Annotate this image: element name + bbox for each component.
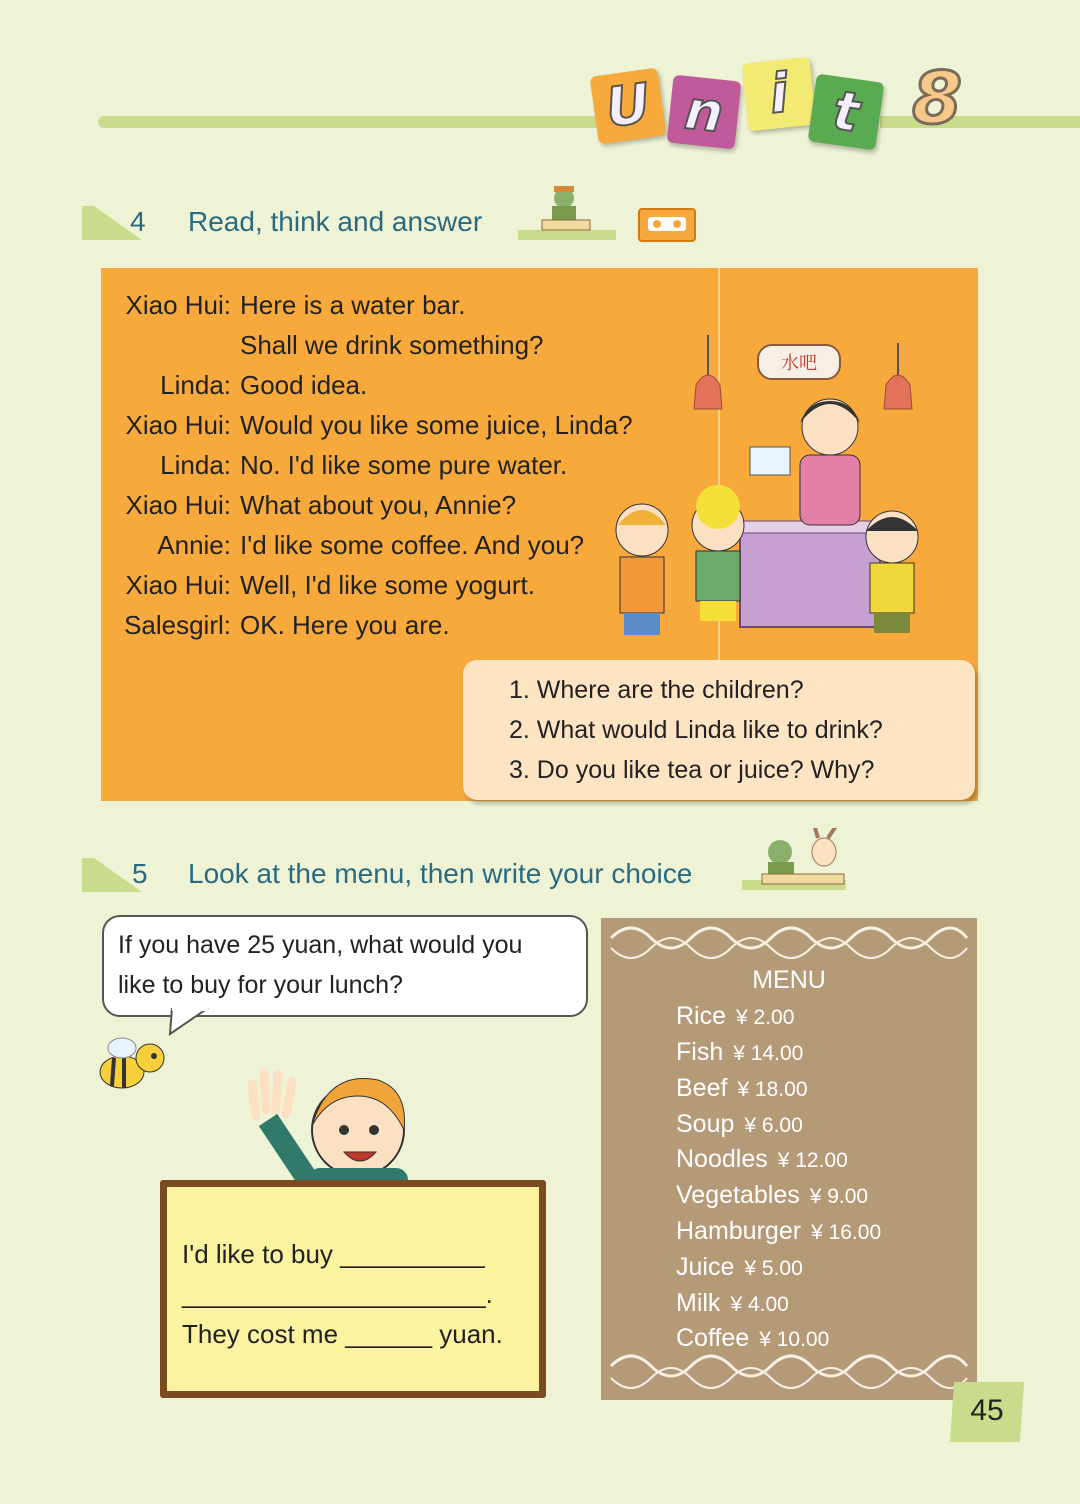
unit-letter-block-i: [742, 57, 817, 132]
unit-letter-t: t: [828, 78, 864, 145]
speaker: Salesgirl:: [124, 610, 231, 640]
menu-item-name: Soup: [676, 1110, 735, 1138]
menu-item-price: ¥ 18.00: [737, 1078, 808, 1101]
header-rule-right: [880, 116, 1080, 128]
section-5-title: Look at the menu, then write your choice: [188, 858, 693, 889]
menu-item-name: Rice: [676, 1002, 727, 1030]
speaker: Xiao Hui:: [125, 490, 231, 520]
speaker: Xiao Hui:: [125, 290, 231, 320]
boy-and-rabbit-reading-icon: [758, 828, 848, 888]
bubble-line-1: If you have 25 yuan, what would you: [118, 931, 523, 959]
unit-number: 8: [912, 56, 963, 140]
menu-item: [676, 1181, 868, 1210]
menu-item-price: ¥ 14.00: [733, 1042, 804, 1065]
speaker: Xiao Hui:: [125, 570, 231, 600]
menu-item: [676, 1110, 803, 1139]
water-bar-illustration: [600, 335, 970, 655]
unit-letter-n: n: [681, 78, 727, 145]
menu-item: [676, 1038, 803, 1067]
question-1: 1. Where are the children?: [509, 676, 804, 704]
menu-item: [676, 1145, 848, 1174]
menu-item-price: ¥ 5.00: [744, 1257, 803, 1280]
unit-letter-i: i: [766, 61, 792, 126]
answer-line-3[interactable]: They cost me ______ yuan.: [182, 1319, 503, 1349]
dialogue-line: Good idea.: [240, 370, 368, 400]
menu-item-price: ¥ 12.00: [777, 1149, 848, 1172]
menu-item-price: ¥ 6.00: [744, 1114, 803, 1137]
menu-item-price: ¥ 16.00: [811, 1221, 882, 1244]
menu-item-name: Hamburger: [676, 1217, 802, 1245]
question-3: 3. Do you like tea or juice? Why?: [509, 756, 875, 784]
dialogue-line: No. I'd like some pure water.: [240, 450, 568, 480]
bubble-line-2: like to buy for your lunch?: [118, 971, 403, 999]
menu-item-name: Noodles: [676, 1145, 768, 1173]
unit-letter-block-u: [590, 68, 667, 145]
menu-item-name: Fish: [676, 1038, 724, 1066]
dialogue-line: I'd like some coffee. And you?: [240, 530, 585, 560]
page-number: 45: [970, 1394, 1004, 1427]
dialogue-line: What about you, Annie?: [240, 490, 517, 520]
speaker: Linda:: [160, 370, 231, 400]
answer-board: [167, 1187, 539, 1391]
water-bar-sign-text: 水吧: [781, 353, 817, 374]
unit-letter-u: U: [601, 71, 655, 140]
section-4-title: Read, think and answer: [188, 206, 483, 237]
reading-boy-icon: [538, 180, 594, 236]
dialogue-row: [101, 285, 701, 325]
waving-boy-illustration: [248, 1060, 448, 1200]
speaker: Annie:: [157, 530, 231, 560]
dialogue-line: Shall we drink something?: [240, 330, 544, 360]
menu-item-price: ¥ 9.00: [809, 1185, 869, 1208]
menu-item-name: Juice: [676, 1253, 735, 1281]
menu-title: MENU: [752, 966, 826, 994]
menu-item: [676, 1253, 803, 1282]
header-rule: [98, 116, 658, 128]
section-4-number: 4: [130, 206, 146, 237]
menu-item: [676, 1074, 808, 1103]
menu-item: [676, 1289, 789, 1318]
menu-item: [676, 1002, 794, 1031]
bee-icon: [92, 1028, 182, 1108]
menu-item-name: Milk: [676, 1289, 721, 1317]
menu-item-price: ¥ 10.00: [759, 1328, 830, 1351]
dialogue-line: Here is a water bar.: [240, 290, 466, 320]
menu-item: [676, 1217, 881, 1246]
section-5-number: 5: [132, 858, 148, 889]
menu-item-price: ¥ 4.00: [730, 1293, 789, 1316]
speaker: Linda:: [160, 450, 231, 480]
questions-box: [463, 660, 975, 800]
menu-card: [601, 918, 977, 1400]
dialogue-line: OK. Here you are.: [240, 610, 450, 640]
unit-letter-block-t: [808, 74, 885, 151]
question-2: 2. What would Linda like to drink?: [509, 716, 883, 744]
unit-letter-block-n: [667, 75, 742, 150]
menu-item-name: Beef: [676, 1074, 728, 1102]
cassette-tape-icon[interactable]: [638, 208, 696, 242]
speech-bubble: [102, 915, 588, 1017]
speaker: Xiao Hui:: [125, 410, 231, 440]
answer-line-2[interactable]: _____________________.: [182, 1279, 493, 1309]
menu-item-name: Coffee: [676, 1324, 750, 1352]
answer-line-1[interactable]: I'd like to buy __________: [182, 1239, 485, 1269]
menu-item-name: Vegetables: [676, 1181, 800, 1209]
menu-item-price: ¥ 2.00: [736, 1006, 795, 1029]
dialogue-line: Would you like some juice, Linda?: [240, 410, 633, 440]
dialogue-line: Well, I'd like some yogurt.: [240, 570, 535, 600]
menu-bottom-ornament: [601, 1342, 977, 1400]
